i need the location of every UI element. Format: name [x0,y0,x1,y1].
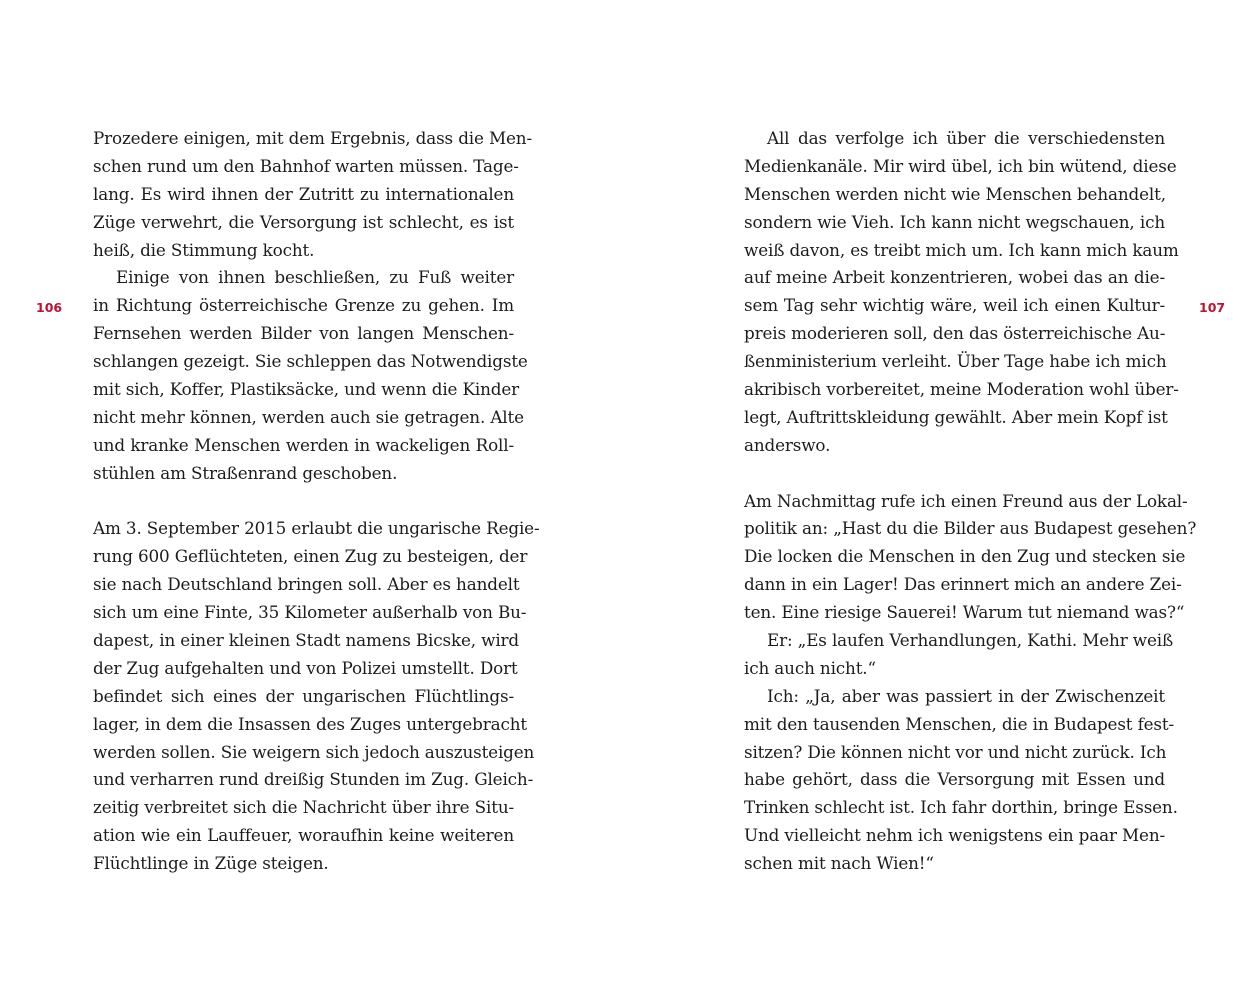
text-line: Medienkanäle. Mir wird übel, ich bin wütend, diese [744,155,1177,176]
text-line: Am 3. September 2015 erlaubt die ungarische Regie- [93,518,540,539]
text-line: preis moderieren soll, den das österreichische Au- [744,323,1166,344]
page-number-left: 106 [36,300,63,315]
text-line: sem Tag sehr wichtig wäre, weil ich einen Kultur- [744,295,1165,316]
text-line: Fernsehen werden Bilder von langen Menschen- [93,323,514,344]
text-line: und kranke Menschen werden in wackeligen Roll- [93,434,514,455]
text-line: ßenministerium verleiht. Über Tage habe ich mich [744,351,1167,372]
text-line: akribisch vorbereitet, meine Moderation wohl über- [744,379,1179,400]
text-line: dapest, in einer kleinen Stadt namens Bicske, wird [93,630,520,651]
text-line: ten. Eine riesige Sauerei! Warum tut niemand was?“ [744,602,1185,623]
text-line: Prozedere einigen, mit dem Ergebnis, dass die Men- [93,128,532,148]
text-line: mit den tausenden Menschen, die in Budapest fest- [744,713,1174,734]
text-line: Trinken schlecht ist. Ich fahr dorthin, bringe Essen. [744,797,1178,818]
text-line: der Zug aufgehalten und von Polizei umstellt. Dort [93,657,518,678]
text-line: schlangen gezeigt. Sie schleppen das Notwendigste [93,351,528,372]
text-line: dann in ein Lager! Das erinnert mich an andere Zei- [744,574,1182,595]
text-line: ich auch nicht.“ [744,657,876,678]
text-line: Flüchtlinge in Züge steigen. [93,853,329,874]
text-line: rung 600 Geflüchteten, einen Zug zu besteigen, der [93,546,528,567]
right-page-text [744,125,1197,878]
text-line: anderswo. [744,434,831,455]
section-break [93,488,514,516]
text-line: Ich: „Ja, aber was passiert in der Zwischenzeit [767,685,1165,706]
left-page-text [93,125,540,878]
text-line: sich um eine Finte, 35 Kilometer außerhalb von Bu- [93,602,527,623]
text-line: lager, in dem die Insassen des Zuges untergebracht [93,713,527,734]
text-line: schen mit nach Wien!“ [744,853,934,874]
text-line: nicht mehr können, werden auch sie getragen. Alte [93,406,524,427]
text-line: sitzen? Die können nicht vor und nicht zurück. Ich [744,741,1167,762]
text-line: Am Nachmittag rufe ich einen Freund aus der Lokal- [744,490,1188,511]
text-line: stühlen am Straßenrand geschoben. [93,462,398,483]
text-line: ation wie ein Lauffeuer, woraufhin keine weiteren [93,825,514,846]
text-line: mit sich, Koffer, Plastiksäcke, und wenn die Kinder [93,379,520,400]
section-break [744,460,1165,488]
text-line: legt, Auftrittskleidung gewählt. Aber mein Kopf ist [744,406,1168,427]
text-line: und verharren rund dreißig Stunden im Zug. Gleich- [93,769,534,790]
text-line: in Richtung österreichische Grenze zu gehen. Im [93,295,514,316]
text-line: zeitig verbreitet sich die Nachricht über ihre Situ- [93,797,514,818]
text-line: habe gehört, dass die Versorgung mit Essen und [744,769,1165,790]
text-line: schen rund um den Bahnhof warten müssen. Tage- [93,155,519,176]
text-line: werden sollen. Sie weigern sich jedoch auszusteigen [93,741,535,762]
text-line: weiß davon, es treibt mich um. Ich kann mich kaum [744,239,1179,260]
text-line: Er: „Es laufen Verhandlungen, Kathi. Mehr weiß [767,630,1174,651]
text-line: Die locken die Menschen in den Zug und stecken sie [744,546,1186,567]
text-line: sie nach Deutschland bringen soll. Aber es handelt [93,574,520,595]
right-page [628,0,1256,1000]
text-line: politik an: „Hast du die Bilder aus Budapest gesehen? [744,518,1197,539]
text-line: Züge verwehrt, die Versorgung ist schlecht, es ist [93,211,514,232]
text-line: auf meine Arbeit konzentrieren, wobei das an die- [744,267,1165,288]
page-number-right: 107 [1199,300,1226,315]
text-line: Menschen werden nicht wie Menschen behandelt, [744,183,1166,204]
text-line: lang. Es wird ihnen der Zutritt zu internationalen [93,183,514,204]
text-line: Einige von ihnen beschließen, zu Fuß weiter [116,267,514,288]
text-line: All das verfolge ich über die verschiedensten [767,128,1165,148]
text-line: befindet sich eines der ungarischen Flüchtlings- [93,685,514,706]
text-line: Und vielleicht nehm ich wenigstens ein paar Men- [744,825,1166,846]
text-line: sondern wie Vieh. Ich kann nicht wegschauen, ich [744,211,1165,232]
text-line: heiß, die Stimmung kocht. [93,239,315,260]
